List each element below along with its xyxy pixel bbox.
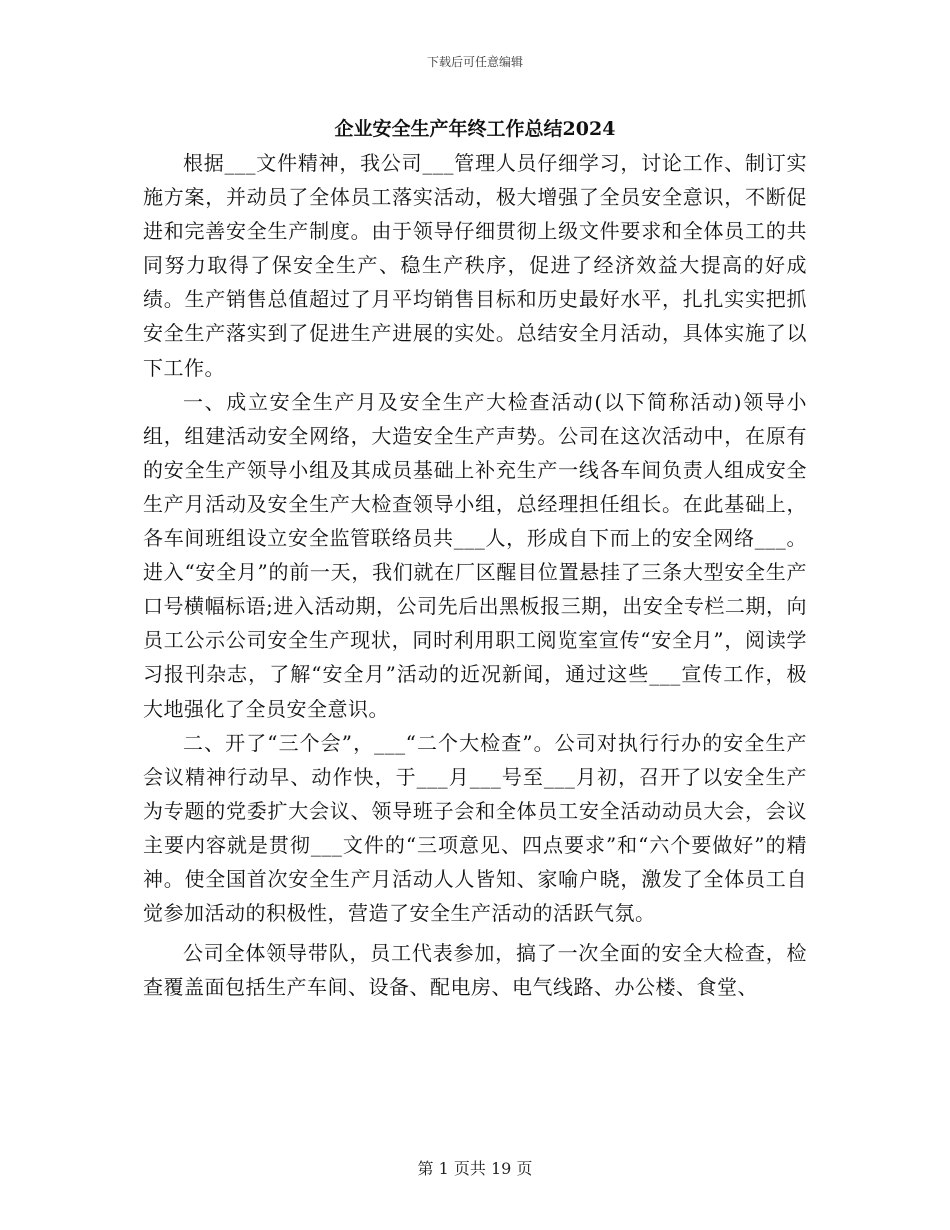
paragraph: 公司全体领导带队，员工代表参加，搞了一次全面的安全大检查，检查覆盖面包括生产车间、设备、配电房、电气线路、办公楼、食堂、 — [143, 941, 807, 1000]
page-number: 第 1 页共 19 页 — [417, 1159, 533, 1178]
header-note: 下载后可任意编辑 — [426, 55, 523, 69]
paragraph: 根据___文件精神，我公司___管理人员仔细学习，讨论工作、制订实施方案，并动员了全体员工落实活动，极大增强了全员安全意识，不断促进和完善安全生产制度。由于领导仔细贯彻上级文件要求和全体员工的共同努力取得了保安全生产、稳生产秩序，促进了经济效益大提高的好成绩。生产销售总值超过了月平均销售目标和历史最好水平，扎扎实实把抓安全生产落实到了促进生产进展的实处。总结安全月活动，具体实施了以下工作。 — [143, 151, 807, 380]
paragraph: 一、成立安全生产月及安全生产大检查活动(以下简称活动)领导小组，组建活动安全网络，大造安全生产声势。公司在这次活动中，在原有的安全生产领导小组及其成员基础上补充生产一线各车间负责人组成安全生产月活动及安全生产大检查领导小组，总经理担任组长。在此基础上，各车间班组设立安全监管联络员共___人，形成自下而上的安全网络___。进入“安全月”的前一天，我们就在厂区醒目位置悬挂了三条大型安全生产口号横幅标语;进入活动期，公司先后出黑板报三期，出安全专栏二期，向员工公示公司安全生产现状，同时利用职工阅览室宣传“安全月”，阅读学习报刊杂志，了解“安全月”活动的近况新闻，通过这些___宣传工作，极大地强化了全员安全意识。 — [143, 389, 807, 721]
paragraph: 二、开了“三个会”，___“二个大检查”。公司对执行行办的安全生产会议精神行动早、动作快，于___月___号至___月初，召开了以安全生产为专题的党委扩大会议、领导班子会和全体员工安全活动动员大会，会议主要内容就是贯彻___文件的“三项意见、四点要求”和“六个要做好”的精神。使全国首次安全生产月活动人人皆知、家喻户晓，激发了全体员工自觉参加活动的积极性，营造了安全生产活动的活跃气氛。 — [143, 730, 807, 926]
document-body — [143, 146, 807, 1004]
document-title: 企业安全生产年终工作总结2024 — [334, 118, 616, 140]
